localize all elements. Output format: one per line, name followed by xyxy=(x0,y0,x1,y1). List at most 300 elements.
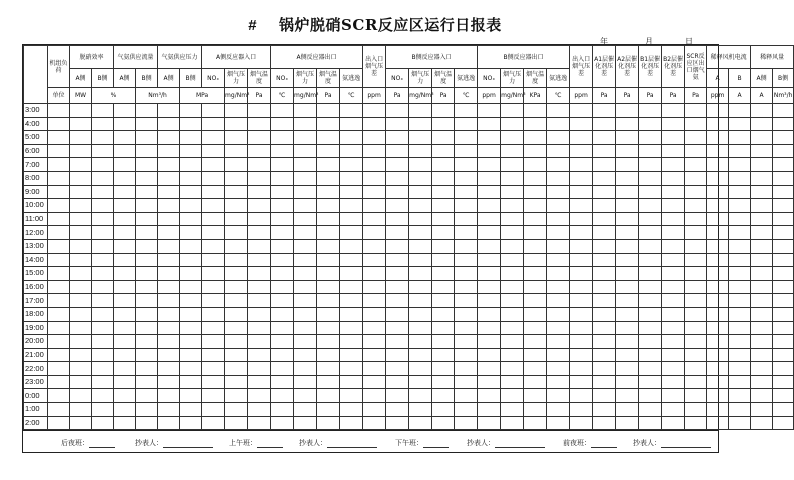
data-cell[interactable] xyxy=(751,280,773,294)
data-cell[interactable] xyxy=(639,280,662,294)
data-cell[interactable] xyxy=(501,267,524,281)
data-cell[interactable] xyxy=(158,199,180,213)
data-cell[interactable] xyxy=(136,171,158,185)
data-cell[interactable] xyxy=(662,403,685,417)
data-cell[interactable] xyxy=(685,267,707,281)
data-cell[interactable] xyxy=(570,294,593,308)
data-cell[interactable] xyxy=(639,403,662,417)
data-cell[interactable] xyxy=(751,307,773,321)
data-cell[interactable] xyxy=(136,131,158,145)
data-cell[interactable] xyxy=(225,253,248,267)
data-cell[interactable] xyxy=(409,375,432,389)
data-cell[interactable] xyxy=(707,239,729,253)
data-cell[interactable] xyxy=(136,307,158,321)
data-cell[interactable] xyxy=(570,239,593,253)
data-cell[interactable] xyxy=(70,389,92,403)
data-cell[interactable] xyxy=(317,104,340,118)
data-cell[interactable] xyxy=(751,199,773,213)
data-cell[interactable] xyxy=(685,199,707,213)
data-cell[interactable] xyxy=(363,403,386,417)
data-cell[interactable] xyxy=(248,307,271,321)
data-cell[interactable] xyxy=(432,199,455,213)
data-cell[interactable] xyxy=(386,239,409,253)
data-cell[interactable] xyxy=(729,171,751,185)
data-cell[interactable] xyxy=(547,212,570,226)
data-cell[interactable] xyxy=(48,226,70,240)
data-cell[interactable] xyxy=(616,117,639,131)
data-cell[interactable] xyxy=(432,158,455,172)
data-cell[interactable] xyxy=(158,144,180,158)
data-cell[interactable] xyxy=(751,416,773,430)
data-cell[interactable] xyxy=(478,294,501,308)
data-cell[interactable] xyxy=(340,280,363,294)
data-cell[interactable] xyxy=(547,321,570,335)
data-cell[interactable] xyxy=(363,144,386,158)
data-cell[interactable] xyxy=(685,185,707,199)
data-cell[interactable] xyxy=(70,199,92,213)
data-cell[interactable] xyxy=(70,280,92,294)
data-cell[interactable] xyxy=(317,131,340,145)
data-cell[interactable] xyxy=(70,321,92,335)
data-cell[interactable] xyxy=(773,375,794,389)
data-cell[interactable] xyxy=(225,144,248,158)
data-cell[interactable] xyxy=(616,199,639,213)
data-cell[interactable] xyxy=(524,144,547,158)
data-cell[interactable] xyxy=(136,117,158,131)
data-cell[interactable] xyxy=(114,280,136,294)
data-cell[interactable] xyxy=(501,280,524,294)
data-cell[interactable] xyxy=(180,131,202,145)
data-cell[interactable] xyxy=(639,335,662,349)
data-cell[interactable] xyxy=(570,375,593,389)
data-cell[interactable] xyxy=(92,171,114,185)
data-cell[interactable] xyxy=(593,348,616,362)
data-cell[interactable] xyxy=(455,348,478,362)
data-cell[interactable] xyxy=(547,335,570,349)
data-cell[interactable] xyxy=(707,294,729,308)
data-cell[interactable] xyxy=(202,294,225,308)
data-cell[interactable] xyxy=(271,226,294,240)
data-cell[interactable] xyxy=(271,185,294,199)
data-cell[interactable] xyxy=(570,321,593,335)
data-cell[interactable] xyxy=(225,375,248,389)
data-cell[interactable] xyxy=(639,117,662,131)
data-cell[interactable] xyxy=(340,389,363,403)
data-cell[interactable] xyxy=(501,212,524,226)
data-cell[interactable] xyxy=(662,416,685,430)
data-cell[interactable] xyxy=(70,335,92,349)
data-cell[interactable] xyxy=(547,171,570,185)
signature-line[interactable] xyxy=(661,439,711,448)
data-cell[interactable] xyxy=(409,362,432,376)
data-cell[interactable] xyxy=(432,131,455,145)
data-cell[interactable] xyxy=(48,335,70,349)
data-cell[interactable] xyxy=(729,321,751,335)
data-cell[interactable] xyxy=(340,199,363,213)
data-cell[interactable] xyxy=(593,389,616,403)
data-cell[interactable] xyxy=(158,280,180,294)
data-cell[interactable] xyxy=(662,185,685,199)
data-cell[interactable] xyxy=(455,185,478,199)
data-cell[interactable] xyxy=(773,199,794,213)
data-cell[interactable] xyxy=(92,335,114,349)
data-cell[interactable] xyxy=(639,348,662,362)
data-cell[interactable] xyxy=(616,335,639,349)
data-cell[interactable] xyxy=(773,158,794,172)
data-cell[interactable] xyxy=(593,104,616,118)
data-cell[interactable] xyxy=(180,267,202,281)
data-cell[interactable] xyxy=(639,253,662,267)
data-cell[interactable] xyxy=(248,212,271,226)
data-cell[interactable] xyxy=(501,348,524,362)
data-cell[interactable] xyxy=(524,267,547,281)
data-cell[interactable] xyxy=(317,375,340,389)
data-cell[interactable] xyxy=(707,212,729,226)
data-cell[interactable] xyxy=(685,389,707,403)
data-cell[interactable] xyxy=(114,416,136,430)
data-cell[interactable] xyxy=(616,321,639,335)
data-cell[interactable] xyxy=(662,117,685,131)
data-cell[interactable] xyxy=(202,335,225,349)
data-cell[interactable] xyxy=(478,171,501,185)
data-cell[interactable] xyxy=(616,131,639,145)
data-cell[interactable] xyxy=(136,294,158,308)
data-cell[interactable] xyxy=(271,348,294,362)
data-cell[interactable] xyxy=(707,267,729,281)
data-cell[interactable] xyxy=(707,226,729,240)
data-cell[interactable] xyxy=(248,389,271,403)
data-cell[interactable] xyxy=(524,212,547,226)
data-cell[interactable] xyxy=(248,171,271,185)
data-cell[interactable] xyxy=(158,158,180,172)
data-cell[interactable] xyxy=(294,253,317,267)
data-cell[interactable] xyxy=(92,321,114,335)
data-cell[interactable] xyxy=(773,321,794,335)
data-cell[interactable] xyxy=(409,131,432,145)
data-cell[interactable] xyxy=(751,375,773,389)
data-cell[interactable] xyxy=(707,307,729,321)
data-cell[interactable] xyxy=(248,267,271,281)
data-cell[interactable] xyxy=(386,280,409,294)
data-cell[interactable] xyxy=(685,253,707,267)
data-cell[interactable] xyxy=(616,185,639,199)
data-cell[interactable] xyxy=(409,117,432,131)
data-cell[interactable] xyxy=(455,199,478,213)
data-cell[interactable] xyxy=(409,335,432,349)
data-cell[interactable] xyxy=(478,348,501,362)
data-cell[interactable] xyxy=(593,321,616,335)
data-cell[interactable] xyxy=(773,212,794,226)
data-cell[interactable] xyxy=(751,239,773,253)
data-cell[interactable] xyxy=(70,307,92,321)
data-cell[interactable] xyxy=(432,403,455,417)
data-cell[interactable] xyxy=(294,307,317,321)
data-cell[interactable] xyxy=(616,226,639,240)
data-cell[interactable] xyxy=(340,416,363,430)
data-cell[interactable] xyxy=(662,307,685,321)
data-cell[interactable] xyxy=(180,403,202,417)
data-cell[interactable] xyxy=(729,253,751,267)
data-cell[interactable] xyxy=(729,280,751,294)
data-cell[interactable] xyxy=(478,185,501,199)
data-cell[interactable] xyxy=(432,294,455,308)
data-cell[interactable] xyxy=(639,375,662,389)
data-cell[interactable] xyxy=(478,158,501,172)
data-cell[interactable] xyxy=(409,267,432,281)
data-cell[interactable] xyxy=(340,375,363,389)
data-cell[interactable] xyxy=(202,403,225,417)
data-cell[interactable] xyxy=(524,131,547,145)
data-cell[interactable] xyxy=(158,321,180,335)
data-cell[interactable] xyxy=(202,321,225,335)
data-cell[interactable] xyxy=(455,239,478,253)
data-cell[interactable] xyxy=(202,267,225,281)
data-cell[interactable] xyxy=(729,267,751,281)
data-cell[interactable] xyxy=(478,321,501,335)
data-cell[interactable] xyxy=(409,321,432,335)
data-cell[interactable] xyxy=(92,185,114,199)
data-cell[interactable] xyxy=(639,307,662,321)
data-cell[interactable] xyxy=(202,185,225,199)
data-cell[interactable] xyxy=(501,389,524,403)
data-cell[interactable] xyxy=(455,144,478,158)
data-cell[interactable] xyxy=(616,389,639,403)
data-cell[interactable] xyxy=(773,416,794,430)
data-cell[interactable] xyxy=(593,131,616,145)
data-cell[interactable] xyxy=(70,267,92,281)
data-cell[interactable] xyxy=(158,131,180,145)
data-cell[interactable] xyxy=(271,144,294,158)
data-cell[interactable] xyxy=(707,362,729,376)
data-cell[interactable] xyxy=(751,403,773,417)
data-cell[interactable] xyxy=(409,104,432,118)
data-cell[interactable] xyxy=(114,171,136,185)
data-cell[interactable] xyxy=(92,253,114,267)
data-cell[interactable] xyxy=(478,403,501,417)
data-cell[interactable] xyxy=(363,321,386,335)
data-cell[interactable] xyxy=(616,348,639,362)
data-cell[interactable] xyxy=(317,117,340,131)
data-cell[interactable] xyxy=(114,226,136,240)
data-cell[interactable] xyxy=(92,280,114,294)
data-cell[interactable] xyxy=(729,199,751,213)
data-cell[interactable] xyxy=(662,348,685,362)
data-cell[interactable] xyxy=(271,212,294,226)
data-cell[interactable] xyxy=(524,389,547,403)
data-cell[interactable] xyxy=(751,321,773,335)
data-cell[interactable] xyxy=(570,416,593,430)
data-cell[interactable] xyxy=(432,389,455,403)
data-cell[interactable] xyxy=(455,375,478,389)
data-cell[interactable] xyxy=(48,375,70,389)
data-cell[interactable] xyxy=(158,226,180,240)
data-cell[interactable] xyxy=(616,253,639,267)
data-cell[interactable] xyxy=(363,212,386,226)
data-cell[interactable] xyxy=(662,362,685,376)
data-cell[interactable] xyxy=(114,131,136,145)
data-cell[interactable] xyxy=(455,403,478,417)
data-cell[interactable] xyxy=(386,226,409,240)
data-cell[interactable] xyxy=(317,389,340,403)
data-cell[interactable] xyxy=(478,253,501,267)
data-cell[interactable] xyxy=(409,144,432,158)
data-cell[interactable] xyxy=(524,280,547,294)
data-cell[interactable] xyxy=(524,321,547,335)
data-cell[interactable] xyxy=(248,226,271,240)
data-cell[interactable] xyxy=(271,104,294,118)
data-cell[interactable] xyxy=(340,239,363,253)
data-cell[interactable] xyxy=(340,171,363,185)
signature-line[interactable] xyxy=(591,439,617,448)
data-cell[interactable] xyxy=(639,321,662,335)
data-cell[interactable] xyxy=(225,185,248,199)
data-cell[interactable] xyxy=(593,144,616,158)
data-cell[interactable] xyxy=(478,226,501,240)
data-cell[interactable] xyxy=(729,239,751,253)
data-cell[interactable] xyxy=(455,294,478,308)
data-cell[interactable] xyxy=(593,403,616,417)
data-cell[interactable] xyxy=(340,226,363,240)
data-cell[interactable] xyxy=(92,131,114,145)
data-cell[interactable] xyxy=(524,335,547,349)
data-cell[interactable] xyxy=(685,335,707,349)
data-cell[interactable] xyxy=(114,212,136,226)
data-cell[interactable] xyxy=(180,185,202,199)
data-cell[interactable] xyxy=(707,171,729,185)
data-cell[interactable] xyxy=(729,416,751,430)
data-cell[interactable] xyxy=(92,226,114,240)
data-cell[interactable] xyxy=(616,375,639,389)
data-cell[interactable] xyxy=(616,362,639,376)
data-cell[interactable] xyxy=(294,294,317,308)
data-cell[interactable] xyxy=(136,226,158,240)
data-cell[interactable] xyxy=(225,171,248,185)
data-cell[interactable] xyxy=(478,389,501,403)
data-cell[interactable] xyxy=(455,335,478,349)
data-cell[interactable] xyxy=(432,117,455,131)
data-cell[interactable] xyxy=(363,362,386,376)
data-cell[interactable] xyxy=(432,144,455,158)
data-cell[interactable] xyxy=(271,307,294,321)
data-cell[interactable] xyxy=(547,131,570,145)
data-cell[interactable] xyxy=(593,362,616,376)
data-cell[interactable] xyxy=(455,253,478,267)
data-cell[interactable] xyxy=(48,280,70,294)
data-cell[interactable] xyxy=(616,307,639,321)
data-cell[interactable] xyxy=(773,104,794,118)
data-cell[interactable] xyxy=(202,280,225,294)
data-cell[interactable] xyxy=(180,199,202,213)
data-cell[interactable] xyxy=(455,117,478,131)
data-cell[interactable] xyxy=(455,171,478,185)
data-cell[interactable] xyxy=(773,294,794,308)
data-cell[interactable] xyxy=(294,185,317,199)
data-cell[interactable] xyxy=(48,362,70,376)
data-cell[interactable] xyxy=(248,144,271,158)
data-cell[interactable] xyxy=(773,280,794,294)
data-cell[interactable] xyxy=(180,307,202,321)
data-cell[interactable] xyxy=(593,239,616,253)
data-cell[interactable] xyxy=(317,144,340,158)
data-cell[interactable] xyxy=(114,321,136,335)
data-cell[interactable] xyxy=(432,307,455,321)
data-cell[interactable] xyxy=(409,158,432,172)
data-cell[interactable] xyxy=(271,280,294,294)
data-cell[interactable] xyxy=(48,199,70,213)
data-cell[interactable] xyxy=(48,158,70,172)
data-cell[interactable] xyxy=(92,144,114,158)
data-cell[interactable] xyxy=(180,239,202,253)
data-cell[interactable] xyxy=(570,117,593,131)
data-cell[interactable] xyxy=(547,362,570,376)
data-cell[interactable] xyxy=(386,131,409,145)
data-cell[interactable] xyxy=(662,212,685,226)
data-cell[interactable] xyxy=(432,253,455,267)
data-cell[interactable] xyxy=(317,226,340,240)
data-cell[interactable] xyxy=(547,375,570,389)
data-cell[interactable] xyxy=(501,158,524,172)
data-cell[interactable] xyxy=(662,375,685,389)
data-cell[interactable] xyxy=(294,144,317,158)
data-cell[interactable] xyxy=(271,362,294,376)
data-cell[interactable] xyxy=(773,389,794,403)
data-cell[interactable] xyxy=(386,144,409,158)
data-cell[interactable] xyxy=(662,158,685,172)
data-cell[interactable] xyxy=(773,348,794,362)
data-cell[interactable] xyxy=(225,212,248,226)
data-cell[interactable] xyxy=(707,104,729,118)
data-cell[interactable] xyxy=(478,104,501,118)
data-cell[interactable] xyxy=(271,253,294,267)
data-cell[interactable] xyxy=(455,131,478,145)
data-cell[interactable] xyxy=(409,307,432,321)
data-cell[interactable] xyxy=(180,144,202,158)
data-cell[interactable] xyxy=(248,131,271,145)
data-cell[interactable] xyxy=(70,403,92,417)
data-cell[interactable] xyxy=(340,362,363,376)
data-cell[interactable] xyxy=(751,131,773,145)
data-cell[interactable] xyxy=(70,171,92,185)
data-cell[interactable] xyxy=(248,321,271,335)
data-cell[interactable] xyxy=(136,104,158,118)
data-cell[interactable] xyxy=(662,104,685,118)
data-cell[interactable] xyxy=(570,403,593,417)
data-cell[interactable] xyxy=(478,416,501,430)
data-cell[interactable] xyxy=(136,185,158,199)
data-cell[interactable] xyxy=(202,239,225,253)
data-cell[interactable] xyxy=(386,171,409,185)
data-cell[interactable] xyxy=(114,403,136,417)
data-cell[interactable] xyxy=(478,199,501,213)
data-cell[interactable] xyxy=(616,171,639,185)
data-cell[interactable] xyxy=(70,104,92,118)
data-cell[interactable] xyxy=(363,185,386,199)
data-cell[interactable] xyxy=(707,199,729,213)
data-cell[interactable] xyxy=(707,348,729,362)
data-cell[interactable] xyxy=(501,253,524,267)
data-cell[interactable] xyxy=(773,144,794,158)
data-cell[interactable] xyxy=(455,212,478,226)
signature-line[interactable] xyxy=(423,439,449,448)
data-cell[interactable] xyxy=(432,171,455,185)
data-cell[interactable] xyxy=(225,267,248,281)
data-cell[interactable] xyxy=(271,171,294,185)
data-cell[interactable] xyxy=(70,348,92,362)
data-cell[interactable] xyxy=(409,171,432,185)
data-cell[interactable] xyxy=(773,267,794,281)
data-cell[interactable] xyxy=(729,362,751,376)
data-cell[interactable] xyxy=(547,117,570,131)
